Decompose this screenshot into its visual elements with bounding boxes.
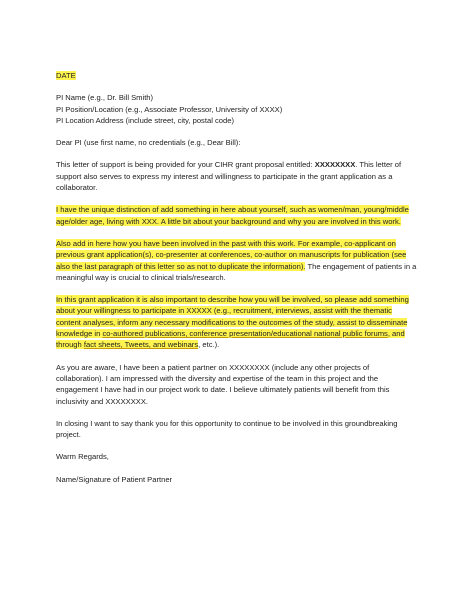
participation-middle: , and through: [56, 329, 405, 350]
about-paragraph: [56, 204, 418, 227]
intro-paragraph: [56, 159, 418, 193]
about-text: I have the unique distinction of add something in here about yourself, such as women/man, young/middle age/older age, living with XXX. A little bit about your background and why you are involved in this work.: [56, 205, 409, 226]
participation-paragraph: [56, 294, 418, 350]
closing-paragraph: In closing I want to say thank you for this opportunity to continue to be involved in this groundbreaking project.: [56, 418, 398, 440]
publications-link-text: co-authored publications, conference presentation/educational national public forums: [102, 329, 388, 339]
date-line: [56, 70, 418, 81]
recipient-block: [56, 92, 418, 126]
participation-lead: In this grant application it is also important to describe how you will be involved, so please add something about your willingness to participate in XXXXX (e.g., recruitment, interviews, assist with the thematic content analyses, inform any necessary modifications to the outcomes of the study, assist to disseminate knowledge in: [56, 295, 409, 339]
media-link-text: fact sheets, Tweets, and webinars: [83, 340, 199, 350]
participation-tail: , etc.).: [198, 340, 220, 350]
salutation: Dear PI (use first name, no credentials (e.g., Dear Bill):: [56, 138, 241, 148]
intro-before: This letter of support is being provided for your CIHR grant proposal entitled:: [56, 160, 315, 170]
recipient-address: PI Location Address (include street, city, postal code): [56, 115, 234, 125]
support-letter: [56, 70, 418, 485]
recipient-position: PI Position/Location (e.g., Associate Professor, University of XXXX): [56, 104, 283, 114]
signoff: Warm Regards,: [56, 452, 109, 462]
intro-after: . This letter of support also serves to express my interest and willingness to participate in the grant application as a collaborator.: [56, 160, 402, 193]
grant-title-placeholder: XXXXXXXX: [314, 160, 356, 170]
signature-line: Name/Signature of Patient Partner: [56, 474, 173, 484]
date-placeholder: DATE: [56, 71, 76, 80]
involvement-highlighted: Also add in here how you have been involved in the past with this work. For example, co-applicant on previous grant application(s), co-presenter at conferences, co-author on manuscripts for publication (see also the last paragraph of this letter so as not to duplicate the information).: [56, 238, 407, 271]
involvement-plain: The engagement of patients in a meaningful way is crucial to clinical trials/research.: [56, 261, 417, 282]
recipient-name: PI Name (e.g., Dr. Bill Smith): [56, 93, 154, 103]
partner-paragraph: As you are aware, I have been a patient partner on XXXXXXXX (include any other projects of collaboration). I am impressed with the diversity and expertise of the team in this project and the engagement I have had in our project work to date. I believe ultimately patients will benefit from this inclusivity and XXXXXXXX.: [56, 362, 390, 406]
involvement-paragraph: [56, 238, 418, 283]
